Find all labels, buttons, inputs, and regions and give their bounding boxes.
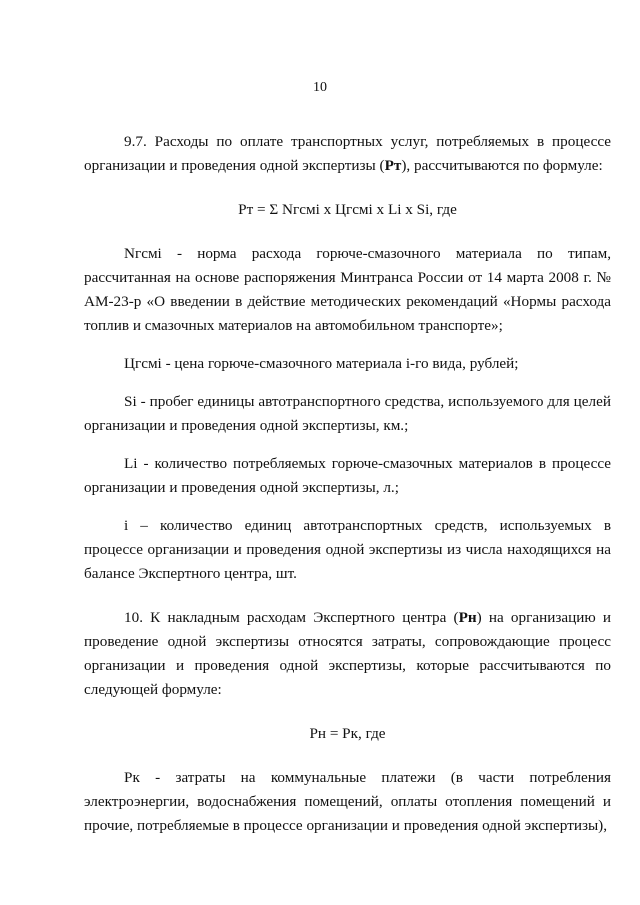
definition-rk: Рк - затраты на коммунальные платежи (в части потребления электроэнергии, водоснабжения помещений, оплаты отопления помещений и прочие, потребляемые в процессе организации и проведения одной экспертизы),	[84, 769, 611, 834]
formula-rn: Рн = Рк, где	[309, 725, 386, 742]
symbol-rt: Рт	[384, 157, 402, 174]
definition-i: i – количество единиц автотранспортных средств, используемых в процессе организации и проведения одной экспертизы из числа находящихся на балансе Экспертного центра, шт.	[84, 517, 611, 582]
document-body	[84, 130, 611, 838]
definition-c-gsm: Цгсмi - цена горюче-смазочного материала i-го вида, рублей;	[124, 355, 519, 372]
definition-s: Si - пробег единицы автотранспортного средства, используемого для целей организации и проведения одной экспертизы, км.;	[84, 393, 611, 434]
symbol-rn: Рн	[458, 609, 477, 626]
paragraph-9-7-text-start: 9.7. Расходы по оплате транспортных услуг, потребляемых в процессе организации и проведения одной экспертизы (	[84, 133, 611, 174]
paragraph-9-7	[84, 130, 611, 178]
paragraph-9-7-text-end: ), рассчитываются по формуле:	[401, 157, 603, 174]
definition-l: Li - количество потребляемых горюче-смазочных материалов в процессе организации и проведения одной экспертизы, л.;	[84, 455, 611, 496]
page-number: 10	[313, 80, 327, 95]
formula-rt: Рт = Σ Nгсмi х Цгсмi х Li х Si, где	[238, 201, 457, 218]
paragraph-10-text-end: ) на организацию и проведение одной экспертизы относятся затраты, сопровождающие процесс организации и проведения одной экспертизы, которые рассчитываются по следующей формуле:	[84, 609, 611, 698]
paragraph-10	[84, 606, 611, 702]
paragraph-10-text-start: 10. К накладным расходам Экспертного центра (	[124, 609, 459, 626]
definition-n-gsm: Nгсмi - норма расхода горюче-смазочного материала по типам, рассчитанная на основе распоряжения Минтранса России от 14 марта 2008 г. № АМ-23-р «О введении в действие методических рекомендаций «Нормы расхода топлив и смазочных материалов на автомобильном транспорте»;	[84, 245, 611, 334]
